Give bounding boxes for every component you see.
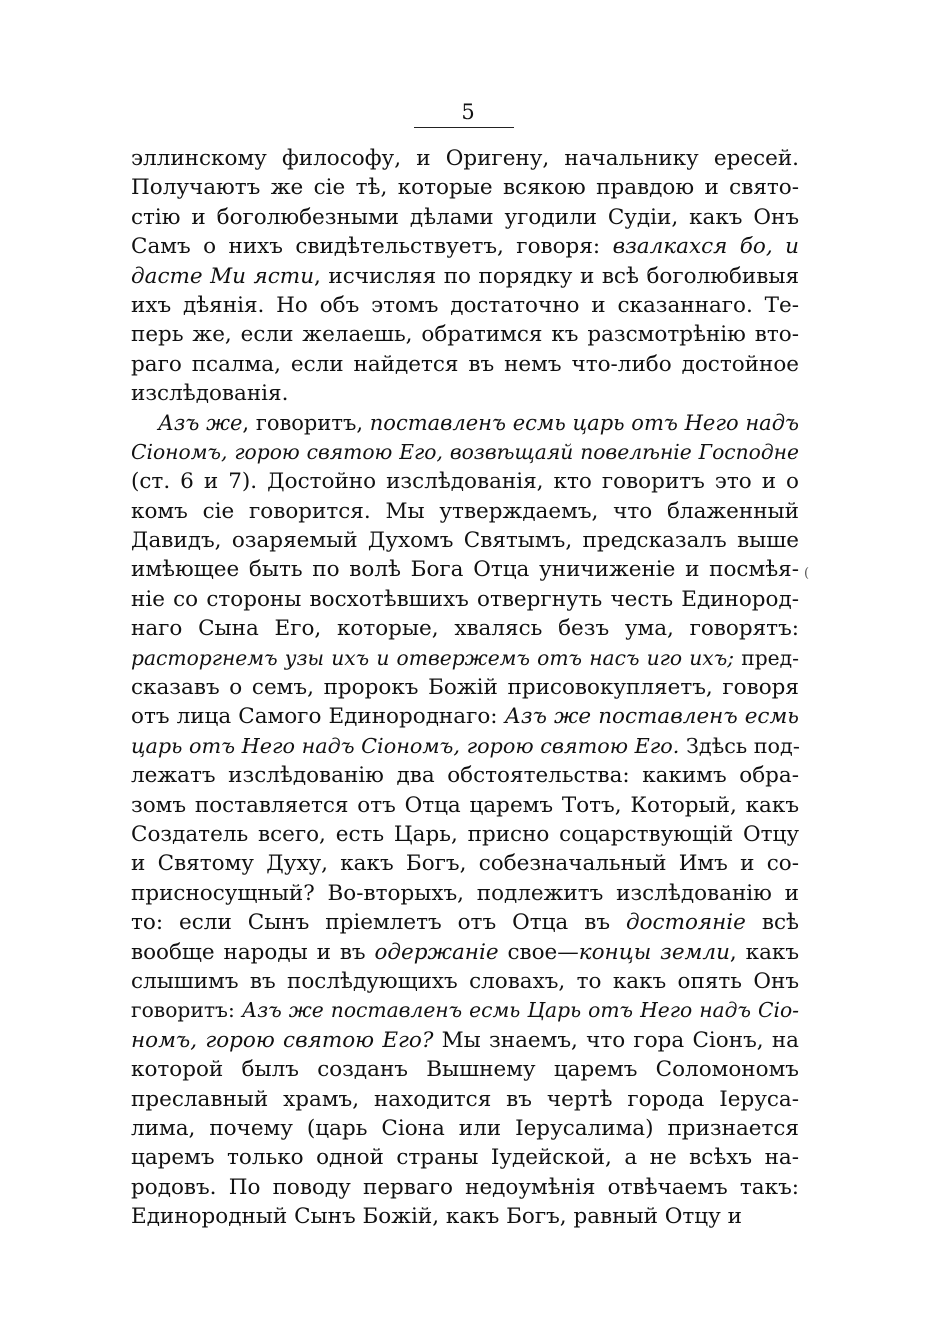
text-run: Мы знаемъ, что гора Сіонъ, на xyxy=(433,1027,799,1053)
text-run: , говоритъ, xyxy=(242,410,370,435)
text-run: Единородный Сынъ Божій, какъ Богъ, равный Отцу и xyxy=(131,1204,742,1230)
italic-quote: Азъ же поставленъ есмь xyxy=(504,704,799,730)
italic-quote: достояніе xyxy=(625,910,746,936)
text-line xyxy=(131,262,799,291)
text-line xyxy=(131,1085,799,1114)
text-run: имѣющее быть по волѣ Бога Отца уничиженіе и посмѣя- xyxy=(131,557,799,583)
text-line xyxy=(131,996,799,1025)
text-run: пред- xyxy=(734,645,799,670)
text-run: свое— xyxy=(498,939,579,965)
text-run: раго псалма, если найдется въ немъ что-либо достойное xyxy=(131,351,799,377)
text-run: вообще народы и въ xyxy=(131,939,375,965)
text-line xyxy=(131,644,799,673)
text-run: стію и боголюбезными дѣлами угодили Судіи, какъ Онъ xyxy=(131,204,799,230)
text-line xyxy=(131,820,799,849)
text-line xyxy=(131,1055,799,1084)
italic-quote: одержаніе xyxy=(374,939,499,965)
italic-quote: расторгнемъ узы ихъ и отвержемъ отъ насъ иго ихъ; xyxy=(131,645,735,670)
text-run: наго Сына Его, которые, хвалясь безъ ума, говорятъ: xyxy=(131,616,799,642)
text-line xyxy=(131,173,799,202)
text-run: изслѣдованія. xyxy=(131,381,289,407)
text-run: эллинскому философу, и Оригену, начальнику ересей. xyxy=(131,146,799,171)
text-run: говоритъ: xyxy=(131,998,242,1023)
text-run: перь же, если желаешь, обратимся къ разсмотрѣнію вто- xyxy=(131,322,799,348)
text-line xyxy=(131,1114,799,1143)
text-line xyxy=(131,761,799,790)
text-line xyxy=(131,203,799,232)
text-line xyxy=(131,967,799,996)
text-line xyxy=(131,938,799,967)
text-line xyxy=(131,144,799,173)
text-line xyxy=(131,585,799,614)
body-text xyxy=(131,144,799,1231)
page-number: 5 xyxy=(461,100,475,124)
italic-quote: взалкахся бо, и xyxy=(612,234,799,260)
text-line xyxy=(131,291,799,320)
text-run: Получаютъ же сіе тѣ, которые всякою правдою и свято- xyxy=(131,175,799,201)
text-run: Самъ о нихъ свидѣтельствуетъ, говоря: xyxy=(131,234,613,260)
text-line xyxy=(131,1202,799,1231)
text-line xyxy=(131,467,799,496)
text-run: ихъ дѣянія. Но объ этомъ достаточно и сказаннаго. Те- xyxy=(131,292,799,318)
text-run: то: если Сынъ пріемлетъ отъ Отца въ xyxy=(131,910,626,936)
text-run: Давидъ, озаряемый Духомъ Святымъ, предсказалъ выше xyxy=(131,528,799,554)
italic-quote: царь отъ Него надъ Сіономъ, горою святою Его. xyxy=(131,733,680,758)
text-run: комъ сіе говорится. Мы утверждаемъ, что блаженный xyxy=(131,498,799,524)
italic-quote: поставленъ есмь царь отъ Него надъ xyxy=(369,410,800,435)
text-run: и Святому Духу, какъ Богъ, собезначальный Имъ и со- xyxy=(131,851,799,877)
text-line xyxy=(131,614,799,643)
text-run: лежатъ изслѣдованію два обстоятельства: какимъ обра- xyxy=(131,763,799,789)
italic-quote: Азъ же поставленъ есмь Царь отъ Него надъ Сіо- xyxy=(241,998,799,1023)
italic-quote: концы земли xyxy=(578,939,730,965)
italic-quote: номъ, горою святою Его? xyxy=(131,1027,434,1053)
text-line xyxy=(131,379,799,408)
text-line xyxy=(131,526,799,555)
text-run: лима, почему (царь Сіона или Іерусалима) признается xyxy=(131,1115,799,1141)
text-run: царемъ только одной страны Іудейской, а не всѣхъ на- xyxy=(131,1145,799,1171)
text-run: слышимъ въ послѣдующихъ словахъ, то какъ опять Онъ xyxy=(131,968,799,994)
text-run: отъ лица Самого Единороднаго: xyxy=(131,704,505,730)
italic-quote: Азъ же xyxy=(158,410,243,435)
text-line xyxy=(131,438,799,467)
italic-quote: Сіономъ, горою святою Его, возвѣщаяй повелѣніе Господне xyxy=(131,439,799,464)
text-line xyxy=(131,350,799,379)
text-line xyxy=(131,497,799,526)
text-run: зомъ поставляется отъ Отца царемъ Тотъ, Который, какъ xyxy=(131,792,799,818)
text-run: которой былъ созданъ Вышнему царемъ Соломономъ xyxy=(131,1057,799,1083)
text-run: , исчисляя по порядку и всѣ боголюбивыя xyxy=(314,263,800,289)
text-line xyxy=(131,673,799,702)
header-rule xyxy=(414,127,514,128)
text-line xyxy=(131,320,799,349)
text-line xyxy=(131,908,799,937)
text-line xyxy=(131,1143,799,1172)
text-line xyxy=(131,849,799,878)
text-run: всѣ xyxy=(745,910,799,936)
text-run: Здѣсь под- xyxy=(679,733,800,758)
text-run: преславный храмъ, находится въ чертѣ города Іеруса- xyxy=(131,1086,799,1112)
text-line xyxy=(131,791,799,820)
text-line xyxy=(131,1173,799,1202)
text-run: Создатель всего, есть Царь, присно соцарствующій Отцу xyxy=(131,821,799,847)
text-line xyxy=(131,409,799,438)
text-line xyxy=(131,555,799,584)
text-run: (ст. 6 и 7). Достойно изслѣдованія, кто говоритъ это и о xyxy=(131,469,799,495)
text-run: ніе со стороны восхотѣвшихъ отвергнуть честь Единород- xyxy=(131,586,799,612)
text-run: родовъ. По поводу перваго недоумѣнія отвѣчаемъ такъ: xyxy=(131,1174,799,1200)
text-run: присносущный? Во-вторыхъ, подлежитъ изслѣдованію и xyxy=(131,880,799,906)
text-run: , какъ xyxy=(729,939,800,965)
text-run: сказавъ о семъ, пророкъ Божій присовокупляетъ, говоря xyxy=(131,675,799,701)
text-line xyxy=(131,702,799,731)
text-line xyxy=(131,1026,799,1055)
text-line xyxy=(131,879,799,908)
margin-mark: ( xyxy=(804,566,810,581)
text-line xyxy=(131,732,799,761)
text-line xyxy=(131,232,799,261)
italic-quote: дасте Ми ясти xyxy=(131,263,315,289)
